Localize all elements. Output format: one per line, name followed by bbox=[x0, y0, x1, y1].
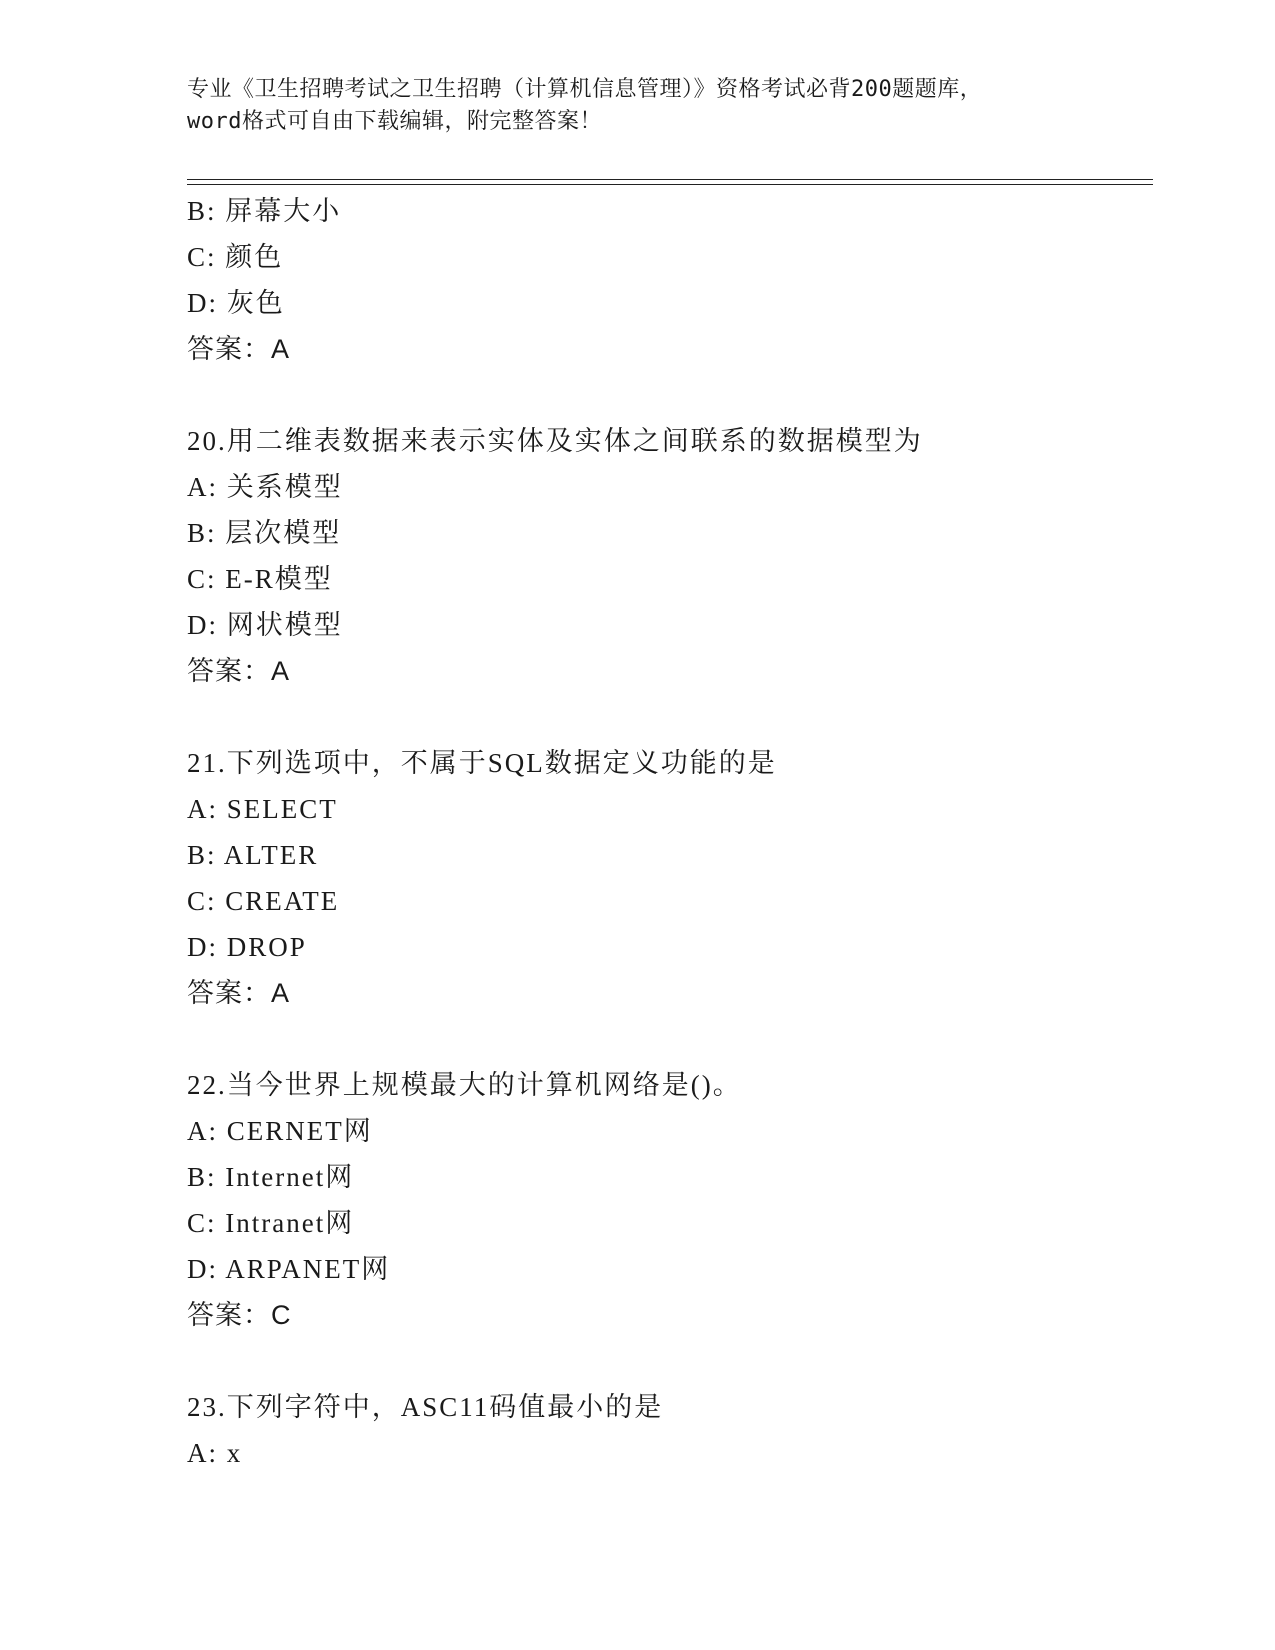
option-b: B: 层次模型 bbox=[187, 518, 342, 548]
question-list bbox=[187, 188, 1153, 1476]
answer-line: 答案：A bbox=[187, 978, 291, 1008]
spacer bbox=[187, 694, 1153, 740]
spacer bbox=[187, 372, 1153, 418]
option-c: C: Intranet网 bbox=[187, 1208, 355, 1238]
answer-line: 答案：A bbox=[187, 656, 291, 686]
header-divider-top bbox=[187, 179, 1153, 180]
option-d: D: ARPANET网 bbox=[187, 1254, 391, 1284]
option-c: C: E-R模型 bbox=[187, 564, 333, 594]
document-header bbox=[187, 74, 1087, 138]
question-block-21 bbox=[187, 740, 1153, 1016]
header-title-line-2: word格式可自由下载编辑，附完整答案！ bbox=[187, 109, 602, 134]
spacer bbox=[187, 1016, 1153, 1062]
question-block-23 bbox=[187, 1384, 1153, 1476]
header-title-line-1: 专业《卫生招聘考试之卫生招聘（计算机信息管理）》资格考试必背200题题库， bbox=[187, 77, 983, 102]
question-text: 22.当今世界上规模最大的计算机网络是()。 bbox=[187, 1070, 742, 1100]
header-divider-bottom bbox=[187, 184, 1153, 185]
question-text: 20.用二维表数据来表示实体及实体之间联系的数据模型为 bbox=[187, 426, 923, 456]
option-d: D: DROP bbox=[187, 932, 307, 962]
question-text: 21.下列选项中，不属于SQL数据定义功能的是 bbox=[187, 748, 777, 778]
answer-line: 答案：A bbox=[187, 334, 291, 364]
option-b: B: 屏幕大小 bbox=[187, 196, 342, 226]
option-a: A: 关系模型 bbox=[187, 472, 343, 502]
option-a: A: CERNET网 bbox=[187, 1116, 373, 1146]
option-c: C: 颜色 bbox=[187, 242, 284, 272]
option-d: D: 灰色 bbox=[187, 288, 285, 318]
option-b: B: Internet网 bbox=[187, 1162, 355, 1192]
question-block-19 bbox=[187, 188, 1153, 372]
option-a: A: SELECT bbox=[187, 794, 338, 824]
option-b: B: ALTER bbox=[187, 840, 319, 870]
option-c: C: CREATE bbox=[187, 886, 340, 916]
question-block-20 bbox=[187, 418, 1153, 694]
question-block-22 bbox=[187, 1062, 1153, 1338]
option-a: A: x bbox=[187, 1438, 243, 1468]
spacer bbox=[187, 1338, 1153, 1384]
question-text: 23.下列字符中，ASC11码值最小的是 bbox=[187, 1392, 664, 1422]
option-d: D: 网状模型 bbox=[187, 610, 343, 640]
answer-line: 答案：C bbox=[187, 1300, 292, 1330]
